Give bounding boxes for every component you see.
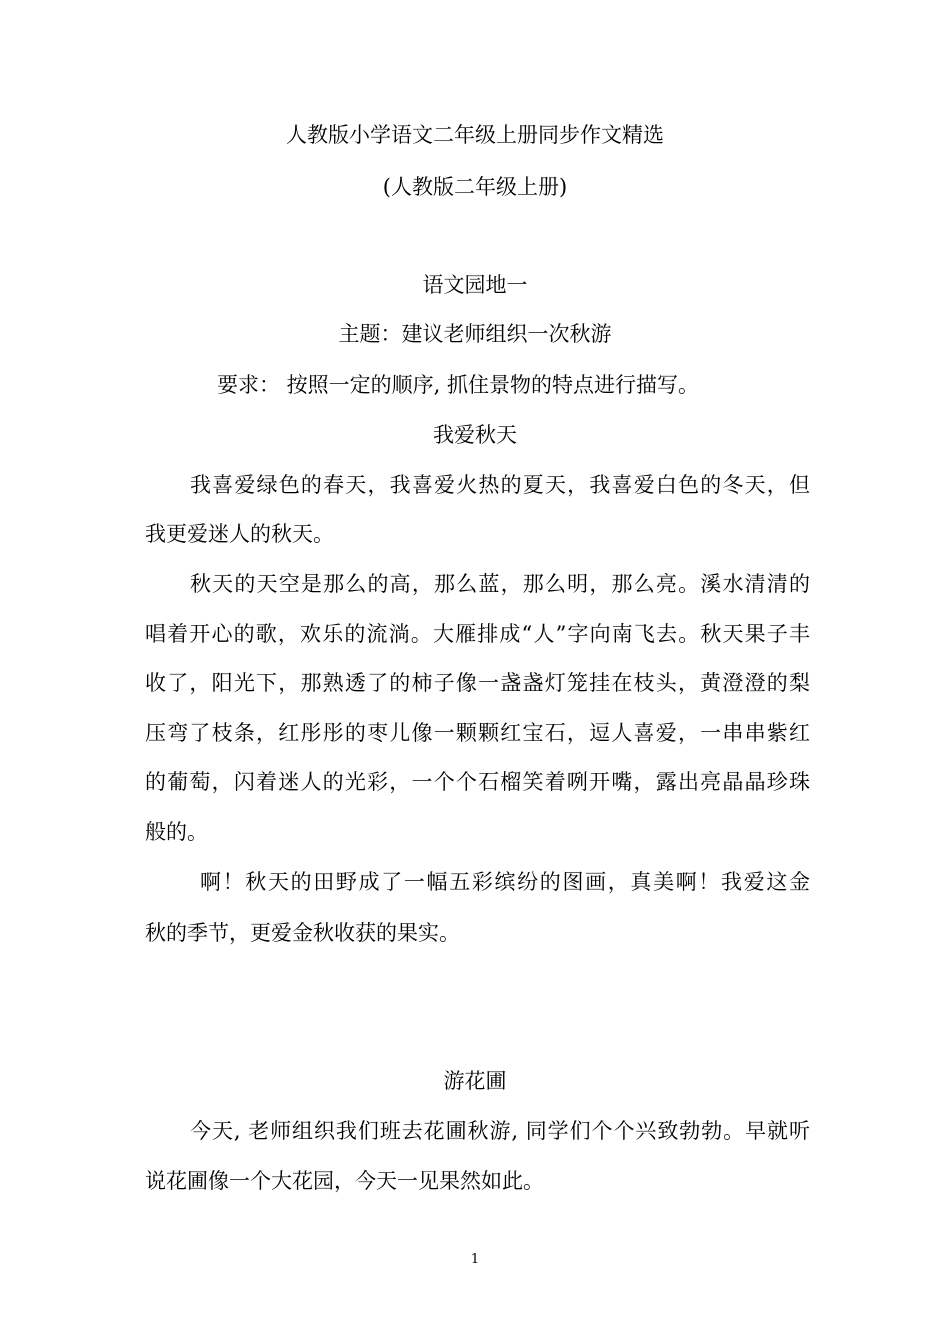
paragraph-line: 我喜爱绿色的春天，我喜爱火热的夏天，我喜爱白色的冬天，但	[190, 473, 810, 497]
paragraph-line: 压弯了枝条，红彤彤的枣儿像一颗颗红宝石，逗人喜爱，一串串紫红	[145, 721, 810, 745]
essay-title: 游花圃	[443, 1069, 507, 1093]
paragraph-line: 唱着开心的歌，欢乐的流淌。大雁排成“人”字向南飞去。秋天果子丰	[145, 622, 810, 646]
requirement-line: 要求： 按照一定的顺序, 抓住景物的特点进行描写。	[217, 373, 700, 397]
paragraph-line: 收了，阳光下，那熟透了的柿子像一盏盏灯笼挂在枝头，黄澄澄的梨	[145, 671, 810, 695]
paragraph-line: 秋的季节，更爱金秋收获的果实。	[145, 921, 460, 945]
paragraph-line: 的葡萄，闪着迷人的光彩，一个个石榴笑着咧开嘴，露出亮晶晶珍珠	[145, 770, 810, 794]
section-title: 语文园地一	[422, 273, 528, 297]
paragraph-line: 啊！秋天的田野成了一幅五彩缤纷的图画，真美啊！我爱这金	[200, 870, 810, 894]
paragraph-line: 秋天的天空是那么的高，那么蓝，那么明，那么亮。溪水清清的	[190, 572, 810, 596]
paragraph-line: 今天, 老师组织我们班去花圃秋游, 同学们个个兴致勃勃。早就听	[190, 1119, 810, 1143]
essay-title: 我爱秋天	[433, 423, 517, 447]
paragraph-line: 我更爱迷人的秋天。	[145, 522, 334, 546]
page-number: 1	[470, 1252, 480, 1267]
theme-line: 主题：建议老师组织一次秋游	[338, 322, 612, 346]
paragraph-line: 般的。	[145, 820, 208, 844]
document-subtitle: (人教版二年级上册)	[382, 175, 568, 199]
paragraph-line: 说花圃像一个大花园，今天一见果然如此。	[145, 1169, 544, 1193]
document-title: 人教版小学语文二年级上册同步作文精选	[286, 123, 664, 147]
